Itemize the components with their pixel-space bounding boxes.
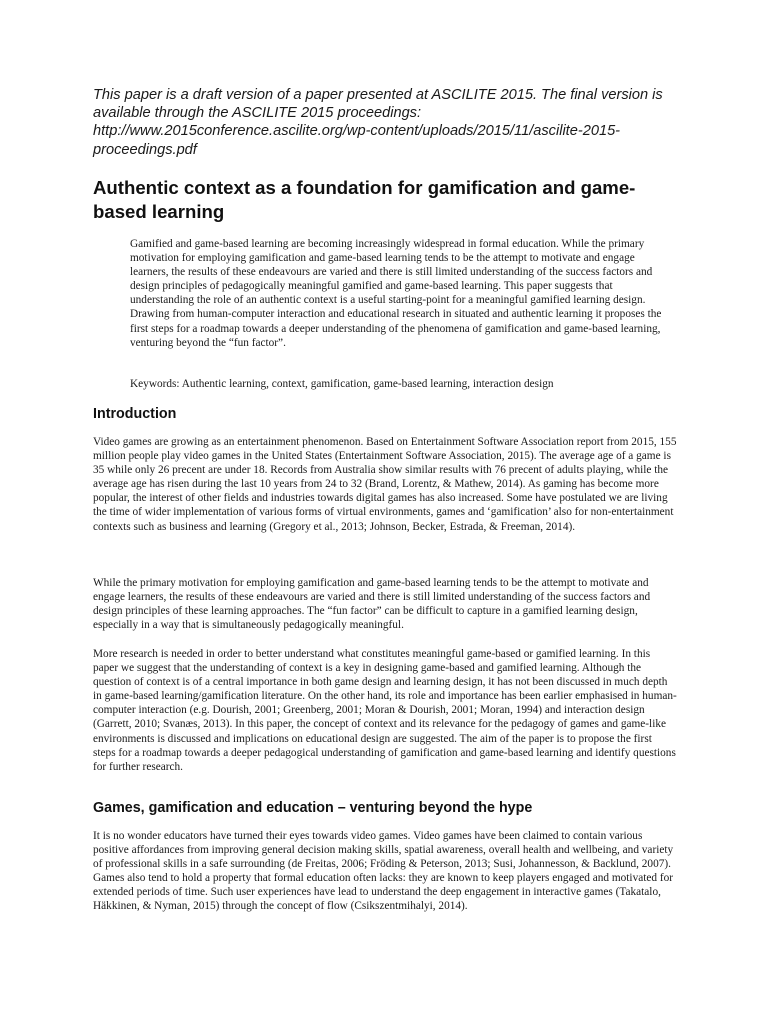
body-paragraph: Video games are growing as an entertainment phenomenon. Based on Entertainment Software Association report from 2015, 155 million people play video games in the United States (Entertainment Software Association, 2015). The average age of a game is 35 while only 26 precent are under 18. Records from Australia show similar results with 76 precent of adults playing, while the average age has risen during the last 10 years from 24 to 32 (Brand, Lorentz, & Mathew, 2014). As gaming has become more popular, the interest of other fields and industries towards digital games has also increased. Some have postulated we are living the time of wider implementation of various forms of virtual environments, games and ‘gamification’ also for non-entertainment contexts such as business and learning (Gregory et al., 2013; Johnson, Becker, Estrada, & Freeman, 2014).: [93, 436, 677, 533]
body-paragraph: It is no wonder educators have turned their eyes towards video games. Video games have been claimed to contain various positive affordances from improving general decision making skills, spatial awareness, overall health and wellbeing, and variety of professional skills in a safe surrounding (de Freitas, 2006; Fröding & Peterson, 2013; Susi, Johannesson, & Backlund, 2007). Games also tend to hold a property that formal education often lacks: they are known to keep players engaged and motivated for extended periods of time. Such user experiences have lead to understand the deep engagement in interactive games (Takatalo, Häkkinen, & Nyman, 2015) through the concept of flow (Csikszentmihalyi, 2014).: [93, 830, 674, 913]
section-heading-introduction: Introduction: [93, 406, 177, 422]
paper-title: Authentic context as a foundation for gamification and game-based learning: [93, 177, 636, 222]
section-heading-games: Games, gamification and education – venturing beyond the hype: [93, 800, 533, 816]
abstract: Gamified and game-based learning are becoming increasingly widespread in formal education. While the primary motivation for employing gamification and game-based learning tends to be the attempt to motivate and engage learners, the results of these endeavours are varied and there is still limited understanding of the success factors and design principles of pedagogically meaningful gamified and game-based learning. This paper suggests that understanding the role of an authentic context is a useful starting-point for a meaningful gamified learning design. Drawing from human-computer interaction and educational research in situated and authentic learning it proposes the first steps for a roadmap towards a deeper understanding of the phenomena of gamification and game-based learning, venturing beyond the “fun factor”.: [130, 238, 662, 349]
draft-version-note: This paper is a draft version of a paper presented at ASCILITE 2015. The final version is available through the ASCILITE 2015 proceedings: http://www.2015conference.ascilite.org/wp-content/uploads/2015/11/ascilite-2015-proceedings.pdf: [93, 87, 663, 158]
body-paragraph: While the primary motivation for employing gamification and game-based learning tends to be the attempt to motivate and engage learners, the results of these endeavours are varied and there is still limited understanding of the success factors and design principles of these learning approaches. The “fun factor” can be difficult to capture in a gamified learning design, especially in a way that is simultaneously pedagogically meaningful.: [93, 577, 651, 632]
body-paragraph: More research is needed in order to better understand what constitutes meaningful game-based or gamified learning. In this paper we suggest that the understanding of context is a key in designing game-based and gamified learning. Although the question of context is of a central importance in both game design and learning design, it has not been discussed in much depth in game-based learning/gamification literature. On the other hand, its role and importance has been earlier emphasised in human-computer interaction (e.g. Dourish, 2001; Greenberg, 2001; Moran & Dourish, 2001; Moran, 1994) and interaction design (Garrett, 2010; Svanæs, 2013). In this paper, the concept of context and its relevance for the pedagogy of games and game-like environments is discussed and implications on educational design are suggested. The aim of the paper is to propose the first steps for a roadmap towards a deeper pedagogical understanding of gamification and game-based learning and identify questions for further research.: [93, 648, 677, 773]
keywords: Keywords: Authentic learning, context, gamification, game-based learning, interaction design: [130, 378, 554, 390]
